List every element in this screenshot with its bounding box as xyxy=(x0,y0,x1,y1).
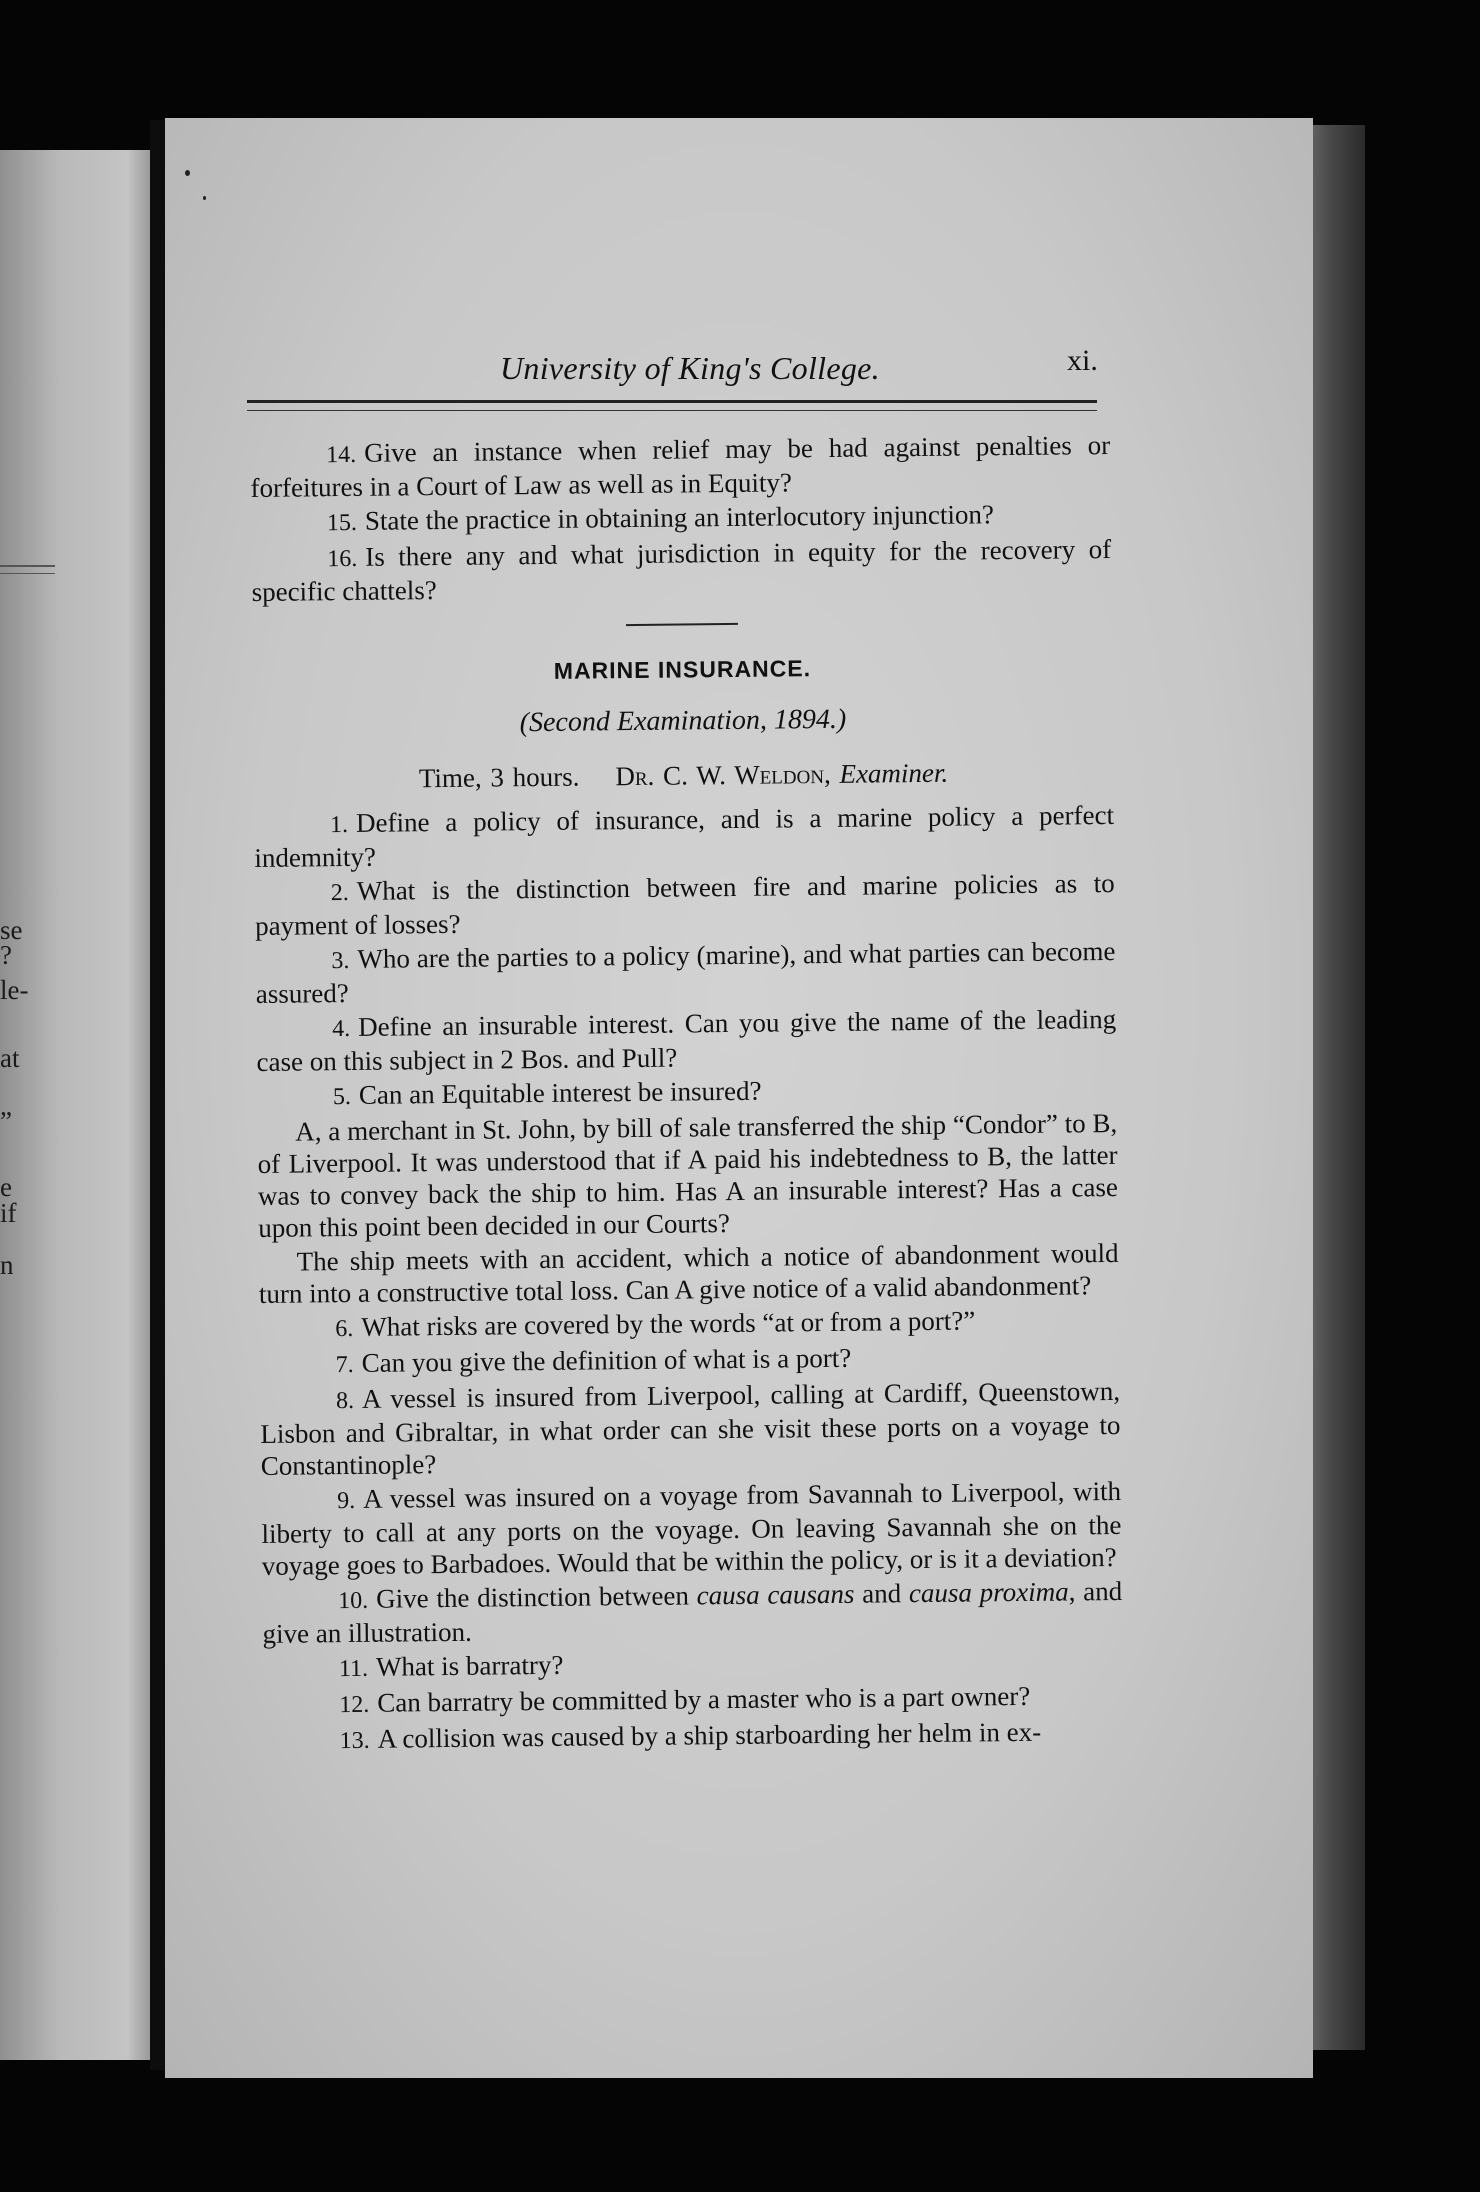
section-divider xyxy=(626,623,738,626)
question-text: What risks are covered by the words “at or from a port?” xyxy=(361,1305,976,1342)
question xyxy=(254,799,1115,874)
header-rule-thin xyxy=(247,410,1097,411)
question-text: Who are the parties to a policy (marine), and what parties can become assured? xyxy=(255,935,1116,1009)
left-page-rule-thin xyxy=(0,573,55,574)
question-number: 10. xyxy=(338,1587,369,1615)
latin-term: causa proxima xyxy=(908,1576,1069,1609)
question xyxy=(262,1575,1123,1650)
left-facing-page xyxy=(0,150,150,2060)
left-fragment: le- xyxy=(0,975,29,1005)
left-fragment: ” xyxy=(0,1106,12,1136)
question-text: A vessel is insured from Liverpool, calling at Cardiff, Queenstown, Lisbon and Gibraltar, in what order can she visit these ports on a voyage to Constantinople? xyxy=(260,1375,1121,1481)
question-number: 16. xyxy=(327,545,358,573)
question-number: 6. xyxy=(335,1315,354,1343)
page-number: xi. xyxy=(1067,344,1098,377)
question-text: State the practice in obtaining an interlocutory injunction? xyxy=(364,499,995,536)
book-page xyxy=(165,118,1313,2078)
header-rule xyxy=(247,400,1097,403)
speck-mark xyxy=(185,170,190,176)
question-text: Give the distinction between xyxy=(376,1580,697,1614)
question-text: What is barratry? xyxy=(375,1649,564,1682)
question-number: 5. xyxy=(332,1083,352,1111)
examiner-name: Dr. C. W. Weldon, xyxy=(615,758,831,792)
section-subtitle: (Second Examination, 1894.) xyxy=(519,703,847,739)
question-text: Give an instance when relief may be had against penalties or forfeitures in a Court of Law as well as in Equity? xyxy=(250,429,1111,503)
left-fragment: if xyxy=(0,1198,17,1228)
question-text: A collision was caused by a ship starboarding her helm in ex- xyxy=(377,1716,1042,1754)
question-number: 12. xyxy=(339,1691,370,1719)
question xyxy=(256,1003,1117,1078)
question xyxy=(251,533,1112,608)
left-fragment: ? xyxy=(0,940,12,970)
question-text: What is the distinction between fire and marine policies as to payment of losses? xyxy=(254,867,1115,941)
examiner-role: Examiner. xyxy=(839,757,949,789)
question-number: 8. xyxy=(335,1387,355,1415)
question-number: 13. xyxy=(339,1727,370,1755)
question-text: , and give an illustration. xyxy=(262,1575,1123,1649)
left-fragment: e xyxy=(0,1172,12,1202)
question-number: 7. xyxy=(335,1351,354,1379)
question-text: Can an Equitable interest be insured? xyxy=(358,1075,762,1110)
question-number: 4. xyxy=(332,1015,351,1043)
question-number: 3. xyxy=(331,947,350,975)
question xyxy=(261,1475,1122,1582)
question xyxy=(250,429,1111,504)
page-stack-edge xyxy=(1305,125,1365,2050)
exam-time-line xyxy=(253,755,1113,796)
question-number: 14. xyxy=(326,441,357,469)
question-number: 15. xyxy=(326,509,358,537)
question-number: 9. xyxy=(337,1487,356,1515)
question-number: 1. xyxy=(329,811,349,839)
question xyxy=(260,1375,1121,1482)
running-head xyxy=(165,344,1313,390)
question-text: Define a policy of insurance, and is a marine policy a perfect indemnity? xyxy=(254,799,1115,873)
question xyxy=(255,867,1116,942)
page-body xyxy=(250,429,1124,1760)
scenario-paragraph: The ship meets with an accident, which a notice of abandonment would turn into a constructive total loss. Can A give notice of a valid abandonment? xyxy=(258,1237,1119,1309)
left-fragment: at xyxy=(0,1043,20,1073)
question-number: 11. xyxy=(338,1655,369,1683)
question-number: 2. xyxy=(330,879,349,907)
left-fragment: n xyxy=(0,1250,14,1280)
question-text: A vessel was insured on a voyage from Savannah to Liverpool, with liberty to call at any ports on the voyage. On leaving Savannah she on the voyage goes to Barbadoes. Would that be within the policy, or is it a deviation? xyxy=(261,1475,1122,1581)
speck-mark xyxy=(203,196,206,200)
latin-term: causa causans xyxy=(696,1578,855,1611)
question-text: Is there any and what jurisdiction in equity for the recovery of specific chattels? xyxy=(251,533,1112,607)
question-text: and xyxy=(854,1578,910,1609)
question-text: Define an insurable interest. Can you give the name of the leading case on this subject in 2 Bos. and Pull? xyxy=(256,1003,1117,1077)
exam-time: Time, 3 hours. xyxy=(418,761,580,794)
left-fragment: se xyxy=(0,915,23,945)
question-text: Can barratry be committed by a master who is a part owner? xyxy=(377,1680,1031,1718)
question xyxy=(255,935,1116,1010)
scenario-paragraph: A, a merchant in St. John, by bill of sale transferred the ship “Condor” to B, of Liverpool. It was understood that if A paid his indebtedness to B, the latter was to convey back the ship to him. Has A an insurable interest? Has a case upon this point been decided in our Courts? xyxy=(257,1107,1119,1243)
left-page-rule xyxy=(0,565,55,567)
question xyxy=(263,1715,1123,1758)
question-text: Can you give the definition of what is a port? xyxy=(361,1342,852,1378)
section-title: MARINE INSURANCE. xyxy=(553,655,812,684)
running-head-title: University of King's College. xyxy=(500,350,880,386)
